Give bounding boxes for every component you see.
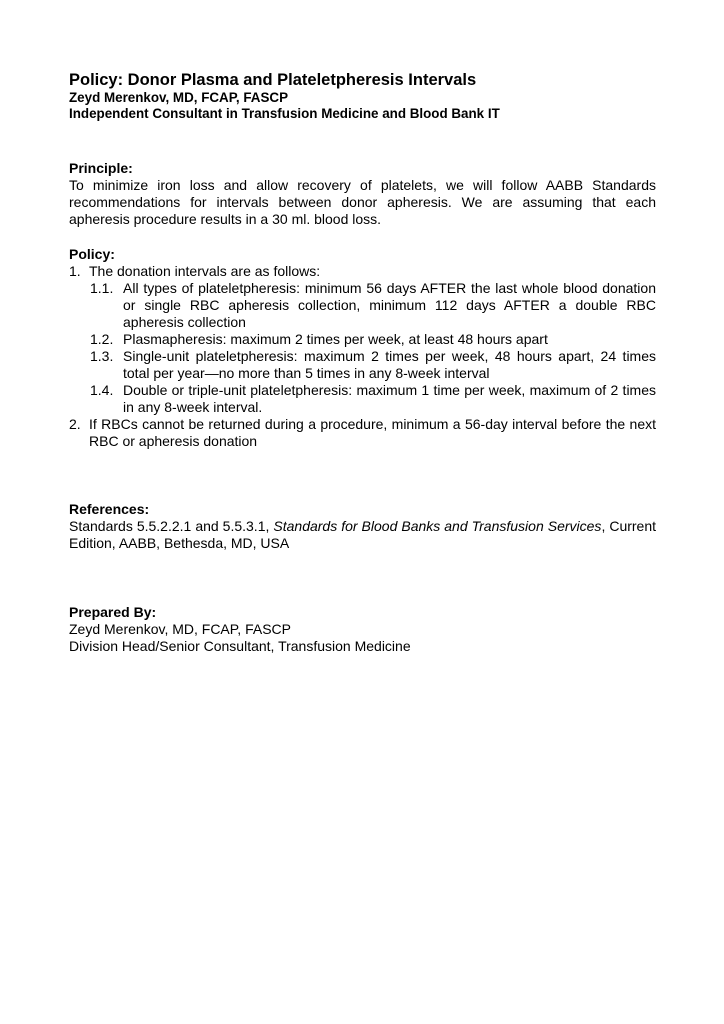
principle-text: To minimize iron loss and allow recovery of platelets, we will follow AABB Standards recommendations for intervals between donor apheresis. We are assuming that each apheresis procedure results in a 30 ml. blood loss. <box>69 177 656 227</box>
subitem-number: 1.2. <box>90 331 114 347</box>
preparer-name: Zeyd Merenkov, MD, FCAP, FASCP <box>69 621 291 637</box>
policy-subitem <box>69 382 656 416</box>
affiliation-line: Independent Consultant in Transfusion Medicine and Blood Bank IT <box>69 106 500 121</box>
author-line: Zeyd Merenkov, MD, FCAP, FASCP <box>69 90 289 105</box>
prepared-by-section <box>69 604 656 655</box>
references-heading: References: <box>69 501 150 517</box>
prepared-by-heading: Prepared By: <box>69 604 157 620</box>
subitem-text: Plasmapheresis: maximum 2 times per week, at least 48 hours apart <box>123 331 548 347</box>
principle-section <box>69 160 656 228</box>
policy-subitem <box>69 348 656 382</box>
policy-heading: Policy: <box>69 246 115 262</box>
document-page <box>69 70 656 655</box>
subitem-text: Single-unit plateletpheresis: maximum 2 times per week, 48 hours apart, 24 times total per year—no more than 5 times in any 8-week interval <box>123 348 656 381</box>
subitem-text: All types of plateletpheresis: minimum 56 days AFTER the last whole blood donation or single RBC apheresis collection, minimum 112 days AFTER a double RBC apheresis collection <box>123 280 656 330</box>
subitem-number: 1.1. <box>90 280 114 296</box>
page-title: Policy: Donor Plasma and Plateletpheresis Intervals <box>69 71 477 89</box>
principle-heading: Principle: <box>69 160 133 176</box>
reference-standards: Standards 5.5.2.2.1 and 5.5.3.1, <box>69 518 274 534</box>
policy-subitem <box>69 280 656 331</box>
policy-subitem <box>69 331 656 348</box>
policy-list <box>69 263 656 450</box>
subitem-text: Double or triple-unit plateletpheresis: maximum 1 time per week, maximum of 2 times in any 8-week interval. <box>123 382 656 415</box>
references-section <box>69 501 656 552</box>
item-number: 2. <box>69 416 81 432</box>
policy-section <box>69 246 656 450</box>
reference-title: Standards for Blood Banks and Transfusion Services <box>273 518 602 534</box>
policy-item <box>69 263 656 280</box>
subitem-number: 1.3. <box>90 348 114 364</box>
item-text: If RBCs cannot be returned during a procedure, minimum a 56-day interval before the next RBC or apheresis donation <box>89 416 656 449</box>
policy-item <box>69 416 656 450</box>
reference-publisher: , Current Edition, AABB, Bethesda, MD, USA <box>69 518 657 551</box>
document-header <box>69 70 656 122</box>
preparer-position: Division Head/Senior Consultant, Transfusion Medicine <box>69 638 411 654</box>
item-text: The donation intervals are as follows: <box>89 263 321 279</box>
item-number: 1. <box>69 263 81 279</box>
subitem-number: 1.4. <box>90 382 114 398</box>
references-text <box>69 518 656 552</box>
